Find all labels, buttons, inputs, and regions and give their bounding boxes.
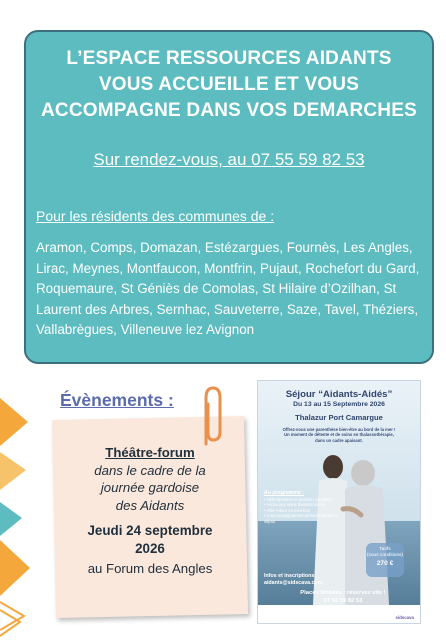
deco-chevron-1 <box>0 602 24 630</box>
events-heading: Évènements : <box>60 390 174 410</box>
flyer-price-label: Tarifs <box>379 547 391 552</box>
sejour-flyer[interactable] <box>257 380 421 624</box>
flyer-phone[interactable]: 07 55 59 82 53 <box>323 598 363 604</box>
flyer-program-item-1: • Hébergement en pension complète <box>264 496 332 502</box>
event-title: Théâtre-forum <box>105 445 195 460</box>
communes-list: Aramon, Comps, Domazan, Estézargues, Fournès, Les Angles, Lirac, Meynes, Montfaucon, Montfrin, Pujaut, Rochefort du Gard, Roquemaure, St Géniès de Comolas, St Hilaire d’Ozilhan, St Laurent des Arbres, Sernhac, Sauveterre, Saze, Tavel, Théziers, Vallabrègues, Villeneuve lez Avignon <box>36 240 420 337</box>
flyer-program-heading: Au programme : <box>264 490 305 496</box>
event-subtitle-1: dans le cadre de la <box>94 462 206 478</box>
deco-triangle-teal <box>0 502 22 536</box>
flyer-footer-bar <box>258 605 420 623</box>
deco-triangle-orange-3 <box>0 540 30 596</box>
main-title-line-2: VOUS ACCUEILLE ET VOUS <box>98 74 360 95</box>
main-title-line-1: L’ESPACE RESSOURCES AIDANTS <box>66 48 392 69</box>
event-date-line-1: Jeudi 24 septembre <box>87 523 213 538</box>
event-details <box>54 444 246 578</box>
flyer-location: Thalazur Port Camargue <box>295 413 383 422</box>
flyer-title: Séjour “Aidants-Aidés” <box>285 389 393 400</box>
event-date-line-2: 2026 <box>135 541 165 556</box>
event-date <box>54 522 246 558</box>
residents-label: Pour les résidents des communes de : <box>36 208 275 224</box>
event-place: au Forum des Angles <box>87 561 213 576</box>
flyer-program-item-4: • 3 accompagnateurs présents durant le séjour <box>264 513 339 524</box>
flyer-info <box>264 573 322 586</box>
flyer-logo: sidscava <box>395 615 414 620</box>
event-subtitle-2: journée gardoise <box>100 480 200 495</box>
decorative-triangles <box>0 390 40 640</box>
flyer-program <box>264 491 340 524</box>
deco-triangle-orange-2 <box>0 452 26 490</box>
flyer-dates: Du 13 au 15 Septembre 2026 <box>293 401 385 408</box>
flyer-description <box>258 427 420 443</box>
flyer-email[interactable]: aidants@sidscava.com <box>264 579 323 586</box>
flyer-info-label: Infos et inscriptions : <box>264 573 318 579</box>
deco-chevron-2 <box>0 610 20 636</box>
flyer-program-item-3: • Aller-retour en mini-bus <box>264 507 310 513</box>
flyer-price-conditions: (sous conditions) <box>366 553 404 558</box>
flyer-price-badge <box>366 543 404 577</box>
main-title-line-3: ACCOMPAGNE DANS VOS DEMARCHES <box>41 100 417 121</box>
info-box <box>24 30 434 364</box>
flyer-price: 270 € <box>376 560 394 567</box>
flyer-description-line-1: Offrez-vous une parenthèse bien-être au bord de la mer ! <box>282 427 396 432</box>
deco-triangle-orange-1 <box>0 398 28 446</box>
flyer-places-label: Places limitées : réservez vite ! <box>300 590 386 596</box>
paperclip-icon <box>196 384 226 448</box>
main-title <box>26 46 432 124</box>
flyer-places <box>298 589 388 605</box>
flyer-program-item-2: • Accès aux soins thalasso inclus <box>264 502 326 507</box>
appointment-phone[interactable]: Sur rendez-vous, au 07 55 59 82 53 <box>93 150 365 169</box>
flyer-description-line-3: dans un cadre apaisant. <box>315 437 363 443</box>
event-subtitle-3: des Aidants <box>115 497 185 513</box>
flyer-description-line-2: Un moment de détente et de soins en thalassothérapie, <box>284 432 394 438</box>
